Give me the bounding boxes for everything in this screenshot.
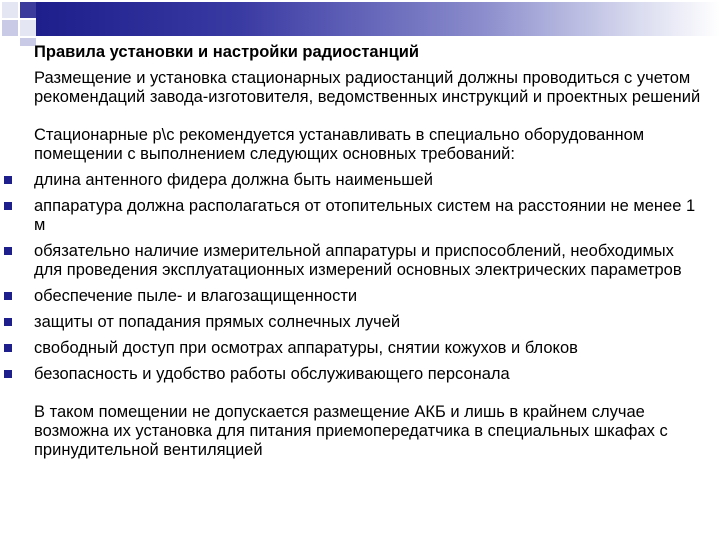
list-item bbox=[34, 171, 706, 190]
list-item-text: безопасность и удобство работы обслуживающего персонала bbox=[34, 365, 510, 383]
square-bullet-icon bbox=[4, 247, 12, 255]
square-bullet-icon bbox=[4, 370, 12, 378]
closing-paragraph: В таком помещении не допускается размещение АКБ и лишь в крайнем случае возможна их установка для питания приемопередатчика в специальных шкафах с принудительной вентиляцией bbox=[34, 403, 668, 459]
list-item-text: защиты от попадания прямых солнечных лучей bbox=[34, 313, 401, 331]
spacer bbox=[0, 391, 720, 403]
decor-square bbox=[2, 2, 18, 18]
list-item bbox=[34, 365, 706, 384]
list-item-text: свободный доступ при осмотрах аппаратуры, снятии кожухов и блоков bbox=[34, 339, 578, 357]
square-bullet-icon bbox=[4, 318, 12, 326]
slide-content bbox=[0, 43, 720, 460]
requirements-list bbox=[0, 171, 720, 384]
decor-square bbox=[20, 20, 36, 36]
spacer bbox=[0, 107, 720, 126]
list-item-text: аппаратура должна располагаться от отопительных систем на расстоянии не менее 1 м bbox=[34, 197, 696, 234]
list-item bbox=[34, 197, 706, 235]
intro-paragraph: Размещение и установка стационарных радиостанций должны проводиться с учетом рекомендаций завода-изготовителя, ведомственных инструкций и проектных решений bbox=[34, 69, 701, 106]
list-item bbox=[34, 242, 706, 280]
list-item bbox=[34, 313, 706, 332]
lead-paragraph: Стационарные р\с рекомендуется устанавливать в специально оборудованном помещении с выполнением следующих основных требований: bbox=[34, 126, 645, 163]
decor-square bbox=[2, 20, 18, 36]
square-bullet-icon bbox=[4, 202, 12, 210]
list-item bbox=[34, 287, 706, 306]
header-gradient-bar bbox=[36, 2, 720, 36]
list-item-text: обязательно наличие измерительной аппаратуры и приспособлений, необходимых для проведения эксплуатационных измерений основных электрических параметров bbox=[34, 242, 682, 279]
list-item bbox=[34, 339, 706, 358]
slide-title: Правила установки и настройки радиостанций bbox=[34, 43, 419, 61]
list-item-text: длина антенного фидера должна быть наименьшей bbox=[34, 171, 433, 189]
decor-square bbox=[20, 2, 36, 18]
header-decoration bbox=[0, 0, 720, 48]
list-item-text: обеспечение пыле- и влагозащищенности bbox=[34, 287, 358, 305]
square-bullet-icon bbox=[4, 292, 12, 300]
square-bullet-icon bbox=[4, 344, 12, 352]
square-bullet-icon bbox=[4, 176, 12, 184]
